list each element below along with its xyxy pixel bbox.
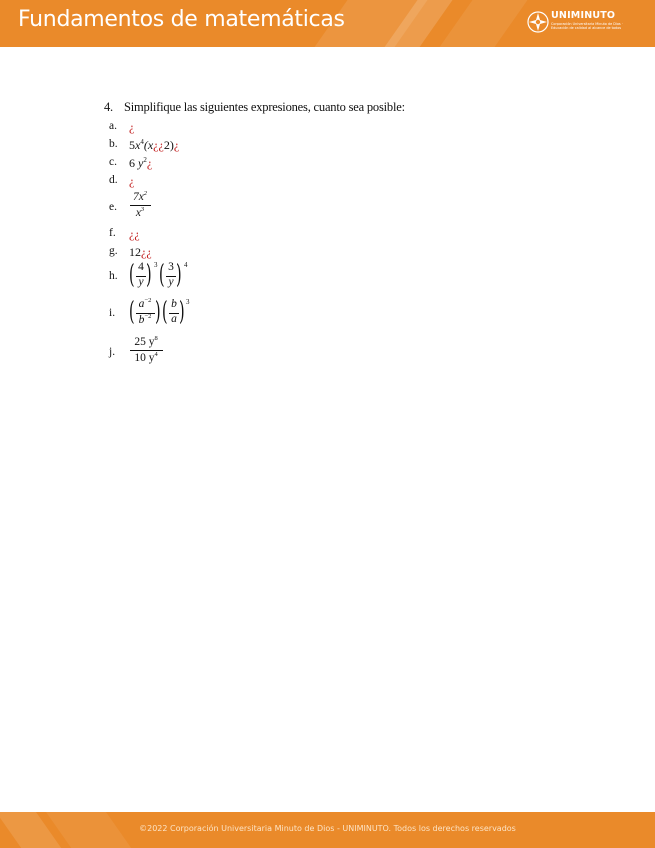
fraction-denominator (129, 351, 163, 364)
exponent: −2 (144, 297, 152, 304)
exponent: 3 (140, 206, 145, 213)
fraction (129, 335, 169, 371)
missing-glyph: ¿¿ (141, 245, 152, 259)
item-label: h. (109, 270, 118, 282)
power-product (129, 296, 199, 332)
exercise-item-i (109, 296, 409, 332)
exercise-item-j (109, 335, 409, 371)
missing-glyph: ¿ (146, 156, 153, 170)
fraction (129, 190, 155, 224)
left-paren: ( (129, 297, 135, 327)
numerator-text: 25 y (134, 335, 155, 348)
fraction-numerator: 4 (138, 261, 144, 273)
exponent: 8 (154, 335, 158, 342)
denominator-text: b (138, 313, 145, 326)
item-label: e. (109, 201, 117, 213)
exponent: 3 (186, 298, 190, 306)
course-title: Fundamentos de matemáticas (18, 7, 345, 32)
copyright-text: ©2022 Corporación Universitaria Minuto de Dios - UNIMINUTO. Todos los derechos reservados (139, 824, 516, 833)
coefficient: 5 (129, 138, 135, 152)
right-paren: ) (179, 297, 185, 327)
question-prompt (104, 100, 405, 115)
left-paren: ( (159, 260, 165, 290)
fraction-numerator (129, 335, 163, 348)
question-number: 4. (104, 100, 113, 114)
variable: x (135, 138, 141, 152)
missing-glyph: ¿ (173, 138, 180, 152)
left-paren: ( (162, 297, 168, 327)
fraction-denominator: y (168, 276, 174, 288)
exponent: 3 (154, 261, 158, 269)
fraction-denominator: y (138, 276, 144, 288)
right-paren: ) (176, 260, 182, 290)
left-paren: ( (129, 260, 135, 290)
coefficient: 12 (129, 245, 141, 259)
item-expression (129, 245, 152, 260)
right-paren: ) (155, 297, 161, 327)
variable: y (138, 156, 144, 170)
fraction-numerator: b (171, 298, 177, 310)
question-text: Simplifique las siguientes expresiones, cuanto sea posible: (124, 100, 405, 114)
page-footer (0, 812, 655, 848)
item-label: c. (109, 156, 117, 168)
item-label: g. (109, 245, 118, 257)
numerator-text: a (138, 297, 145, 310)
expression-part: 2) (163, 138, 174, 152)
item-expression: ¿ (129, 120, 135, 134)
coefficient: 6 (129, 156, 135, 170)
missing-glyph: ¿¿ (153, 138, 164, 152)
item-label: a. (109, 120, 117, 132)
item-label: f. (109, 227, 116, 239)
item-expression: ¿ (129, 174, 135, 188)
item-label: d. (109, 174, 118, 186)
denominator-text: x (135, 206, 141, 219)
exponent: 4 (140, 138, 144, 146)
exponent: 2 (143, 190, 148, 197)
exponent: 2 (143, 156, 147, 164)
logo-name: UNIMINUTO (551, 10, 616, 21)
exponent: 4 (184, 261, 188, 269)
fraction-denominator: a (171, 313, 177, 325)
item-expression (129, 138, 179, 153)
expression-part: (x (143, 138, 154, 152)
numerator-text: 7x (132, 190, 144, 203)
fraction-numerator (129, 190, 151, 203)
power-product (129, 259, 199, 295)
right-paren: ) (146, 260, 152, 290)
item-expression (129, 156, 152, 171)
item-label: i. (109, 307, 116, 319)
exercise-item-h (109, 259, 409, 295)
fraction-numerator: 3 (168, 261, 174, 273)
denominator-text: 10 y (134, 351, 155, 364)
fraction-denominator (129, 206, 151, 219)
exponent: 4 (154, 351, 158, 358)
fraction-denominator (135, 313, 155, 326)
exercise-item-e (109, 190, 409, 224)
fraction-numerator (135, 297, 155, 310)
exponent: −2 (144, 313, 152, 320)
logo-tagline: Corporación Universitaria Minuto de Dios · Educación de calidad al alcance de todos (551, 22, 623, 31)
item-label: b. (109, 138, 118, 150)
item-label: j. (109, 346, 116, 358)
item-expression: ¿¿ (129, 227, 140, 241)
